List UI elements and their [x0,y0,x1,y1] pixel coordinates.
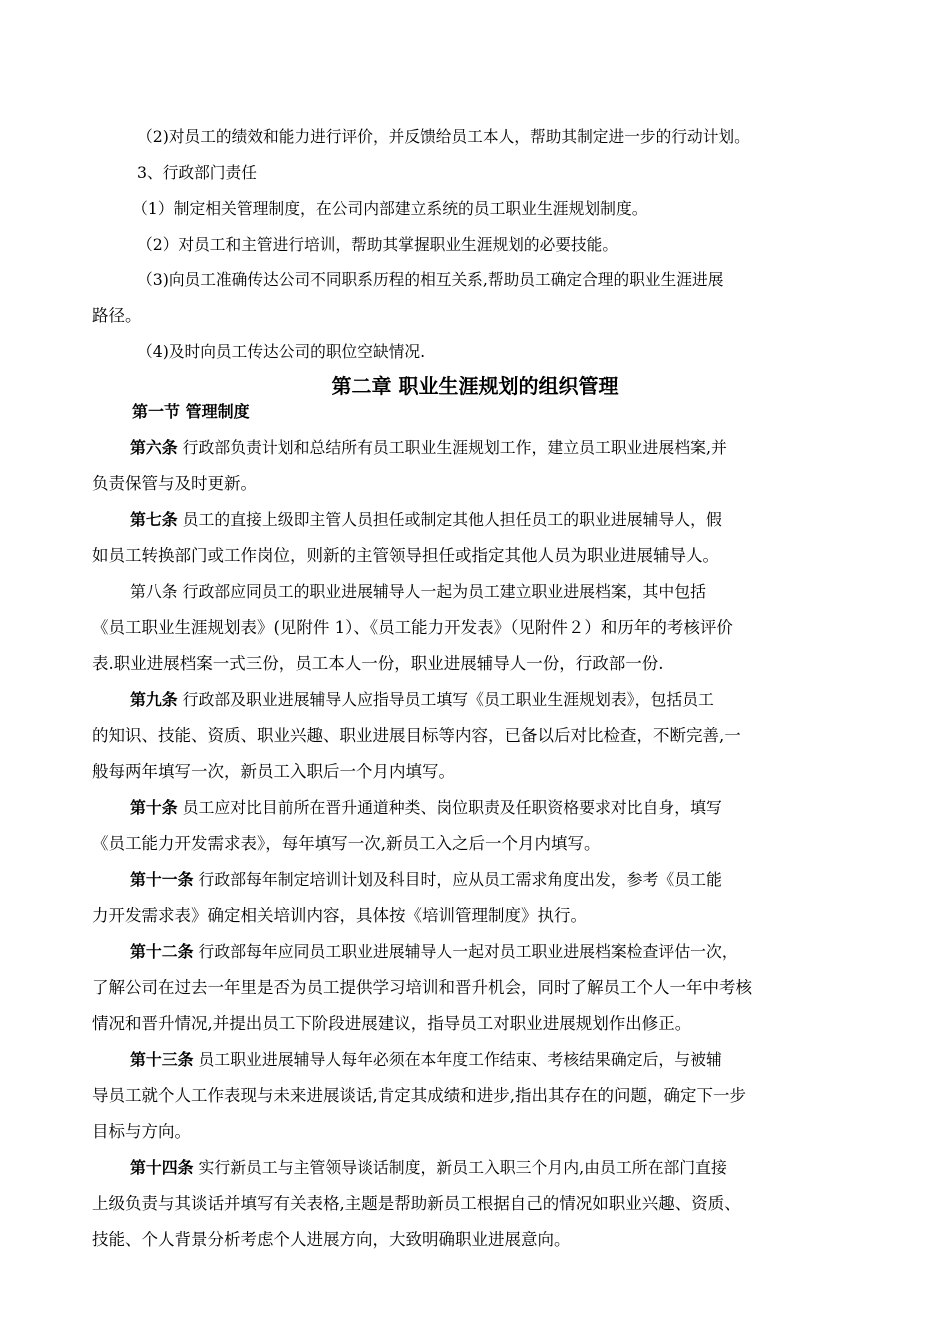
article-line: 了解公司在过去一年里是否为员工提供学习培训和晋升机会，同时了解员工个人一年中考核 [92,978,752,997]
article-label: 第六条 [130,438,178,457]
article-label: 第十条 [130,798,178,817]
article-line: 如员工转换部门或工作岗位，则新的主管领导担任或指定其他人员为职业进展辅导人。 [92,546,719,565]
article-line: 《员工职业生涯规划表》(见附件 1）、《员工能力开发表》（见附件２）和历年的考核评价 [92,618,733,637]
article-text: 行政部负责计划和总结所有员工职业生涯规划工作，建立员工职业进展档案,并 [177,438,727,457]
article-line: 导员工就个人工作表现与未来进展谈话,肯定其成绩和进步,指出其存在的问题，确定下一步 [92,1086,746,1105]
article-line: 第八条 行政部应同员工的职业进展辅导人一起为员工建立职业进展档案，其中包括 [130,582,706,601]
article-text: 员工的直接上级即主管人员担任或制定其他人担任员工的职业进展辅导人，假 [177,510,722,529]
article-line: 目标与方向。 [92,1122,191,1141]
article-line: 力开发需求表》确定相关培训内容，具体按《培训管理制度》执行。 [92,906,587,925]
article-line [130,940,900,964]
article-line [130,868,900,892]
article-text: 实行新员工与主管领导谈话制度，新员工入职三个月内,由员工所在部门直接 [193,1158,727,1177]
article-line: 般每两年填写一次，新员工入职后一个月内填写。 [92,762,455,781]
article-line [130,1048,900,1072]
article-line [130,796,900,820]
chapter-title: 第二章 职业生涯规划的组织管理 [331,374,619,398]
article-text: 行政部每年制定培训计划及科目时，应从员工需求角度出发，参考《员工能 [193,870,722,889]
article-label: 第十一条 [130,870,194,889]
text-line: （2)对员工的绩效和能力进行评价，并反馈给员工本人，帮助其制定进一步的行动计划。 [137,127,750,146]
article-text: 员工应对比目前所在晋升通道种类、岗位职责及任职资格要求对比自身，填写 [177,798,722,817]
article-line [130,688,900,712]
article-line [130,1156,900,1180]
text-line: （4)及时向员工传达公司的职位空缺情况. [137,342,426,361]
section-title: 第一节 管理制度 [132,402,250,421]
article-line: 的知识、技能、资质、职业兴趣、职业进展目标等内容，已备以后对比检查，不断完善,一 [92,726,741,745]
text-line: （1）制定相关管理制度，在公司内部建立系统的员工职业生涯规划制度。 [132,199,648,218]
text-line: 3、行政部门责任 [137,163,257,182]
article-line: 情况和晋升情况,并提出员工下阶段进展建议，指导员工对职业进展规划作出修正。 [92,1014,692,1033]
article-text: 行政部及职业进展辅导人应指导员工填写《员工职业生涯规划表》，包括员工 [177,690,714,709]
article-line: 技能、个人背景分析考虑个人进展方向，大致明确职业进展意向。 [92,1230,571,1249]
article-label: 第九条 [130,690,178,709]
article-line: 负责保管与及时更新。 [92,474,257,493]
text-line: （2）对员工和主管进行培训，帮助其掌握职业生涯规划的必要技能。 [137,235,619,254]
article-line: 《员工能力开发需求表》，每年填写一次,新员工入之后一个月内填写。 [92,834,601,853]
article-line [130,508,900,532]
article-line: 表.职业进展档案一式三份，员工本人一份，职业进展辅导人一份，行政部一份. [92,654,664,673]
article-line [130,436,900,460]
article-label: 第十四条 [130,1158,194,1177]
article-label: 第十三条 [130,1050,194,1069]
article-line: 上级负责与其谈话并填写有关表格,主题是帮助新员工根据自己的情况如职业兴趣、资质、 [92,1194,741,1213]
article-label: 第十二条 [130,942,194,961]
article-label: 第七条 [130,510,178,529]
article-text: 行政部每年应同员工职业进展辅导人一起对员工职业进展档案检查评估一次， [193,942,738,961]
text-line: 路径。 [92,306,142,325]
article-text: 员工职业进展辅导人每年必须在本年度工作结束、考核结果确定后，与被辅 [193,1050,722,1069]
text-line: （3)向员工准确传达公司不同职系历程的相互关系,帮助员工确定合理的职业生涯进展 [137,270,724,289]
